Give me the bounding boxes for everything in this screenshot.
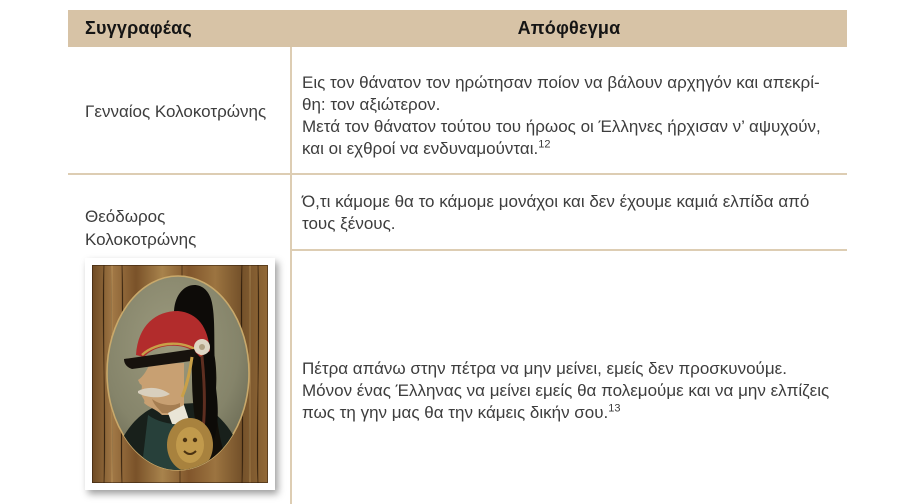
quote-line: Μετά τον θάνατον τούτου του ήρωος οι Έλληνες ήρχισαν ν’ αψυχούν, — [302, 117, 821, 136]
quote-cell-divider — [292, 249, 847, 251]
quote-line: Εις τον θάνατον τον ηρώτησαν ποίον να βάλουν αρχηγόν και απεκρί- — [302, 73, 820, 92]
footnote-ref-13: 13 — [608, 402, 621, 415]
quote-line: θη: τον αξιώτερον. — [302, 95, 441, 114]
quote-gennaios — [302, 72, 847, 160]
table-header-aphorism-label: Απόφθεγμα — [517, 18, 621, 38]
author-name-theodoros — [85, 205, 196, 251]
quote-line — [302, 138, 847, 160]
quote-line-text: και οι εχθροί να ενδυναμούνται. — [302, 139, 539, 158]
author-name-line: Θεόδωρος — [85, 207, 166, 226]
quote-line: Ό,τι κάμομε θα το κάμομε μονάχοι και δεν έχουμε καμιά ελπίδα από — [302, 192, 810, 211]
quote-line-text: πως τη γην μας θα την κάμεις δικήν σου. — [302, 403, 609, 422]
quote-line: τους ξένους. — [302, 214, 396, 233]
portrait-theodoros-kolokotronis-image — [85, 258, 275, 490]
table-header-author-cell — [68, 10, 291, 47]
portrait-drawing — [92, 265, 268, 483]
quote-line — [302, 402, 847, 424]
row-divider — [68, 173, 847, 175]
table-header-aphorism-cell — [291, 10, 847, 47]
footnote-ref-12: 12 — [538, 138, 551, 151]
quote-theodoros-first — [302, 191, 847, 235]
author-name-line: Κολοκοτρώνης — [85, 230, 197, 249]
author-name-gennaios: Γενναίος Κολοκοτρώνης — [85, 102, 267, 121]
column-divider — [290, 47, 292, 504]
table-header-row — [68, 10, 847, 47]
table-header-author-label: Συγγραφέας — [85, 18, 192, 38]
quote-line: Μόνον ένας Έλληνας να μείνει εμείς θα πολεμούμε και να μην ελπίζεις — [302, 381, 830, 400]
quote-theodoros-second — [302, 358, 847, 424]
quote-line: Πέτρα απάνω στην πέτρα να μην μείνει, εμείς δεν προσκυνούμε. — [302, 359, 787, 378]
